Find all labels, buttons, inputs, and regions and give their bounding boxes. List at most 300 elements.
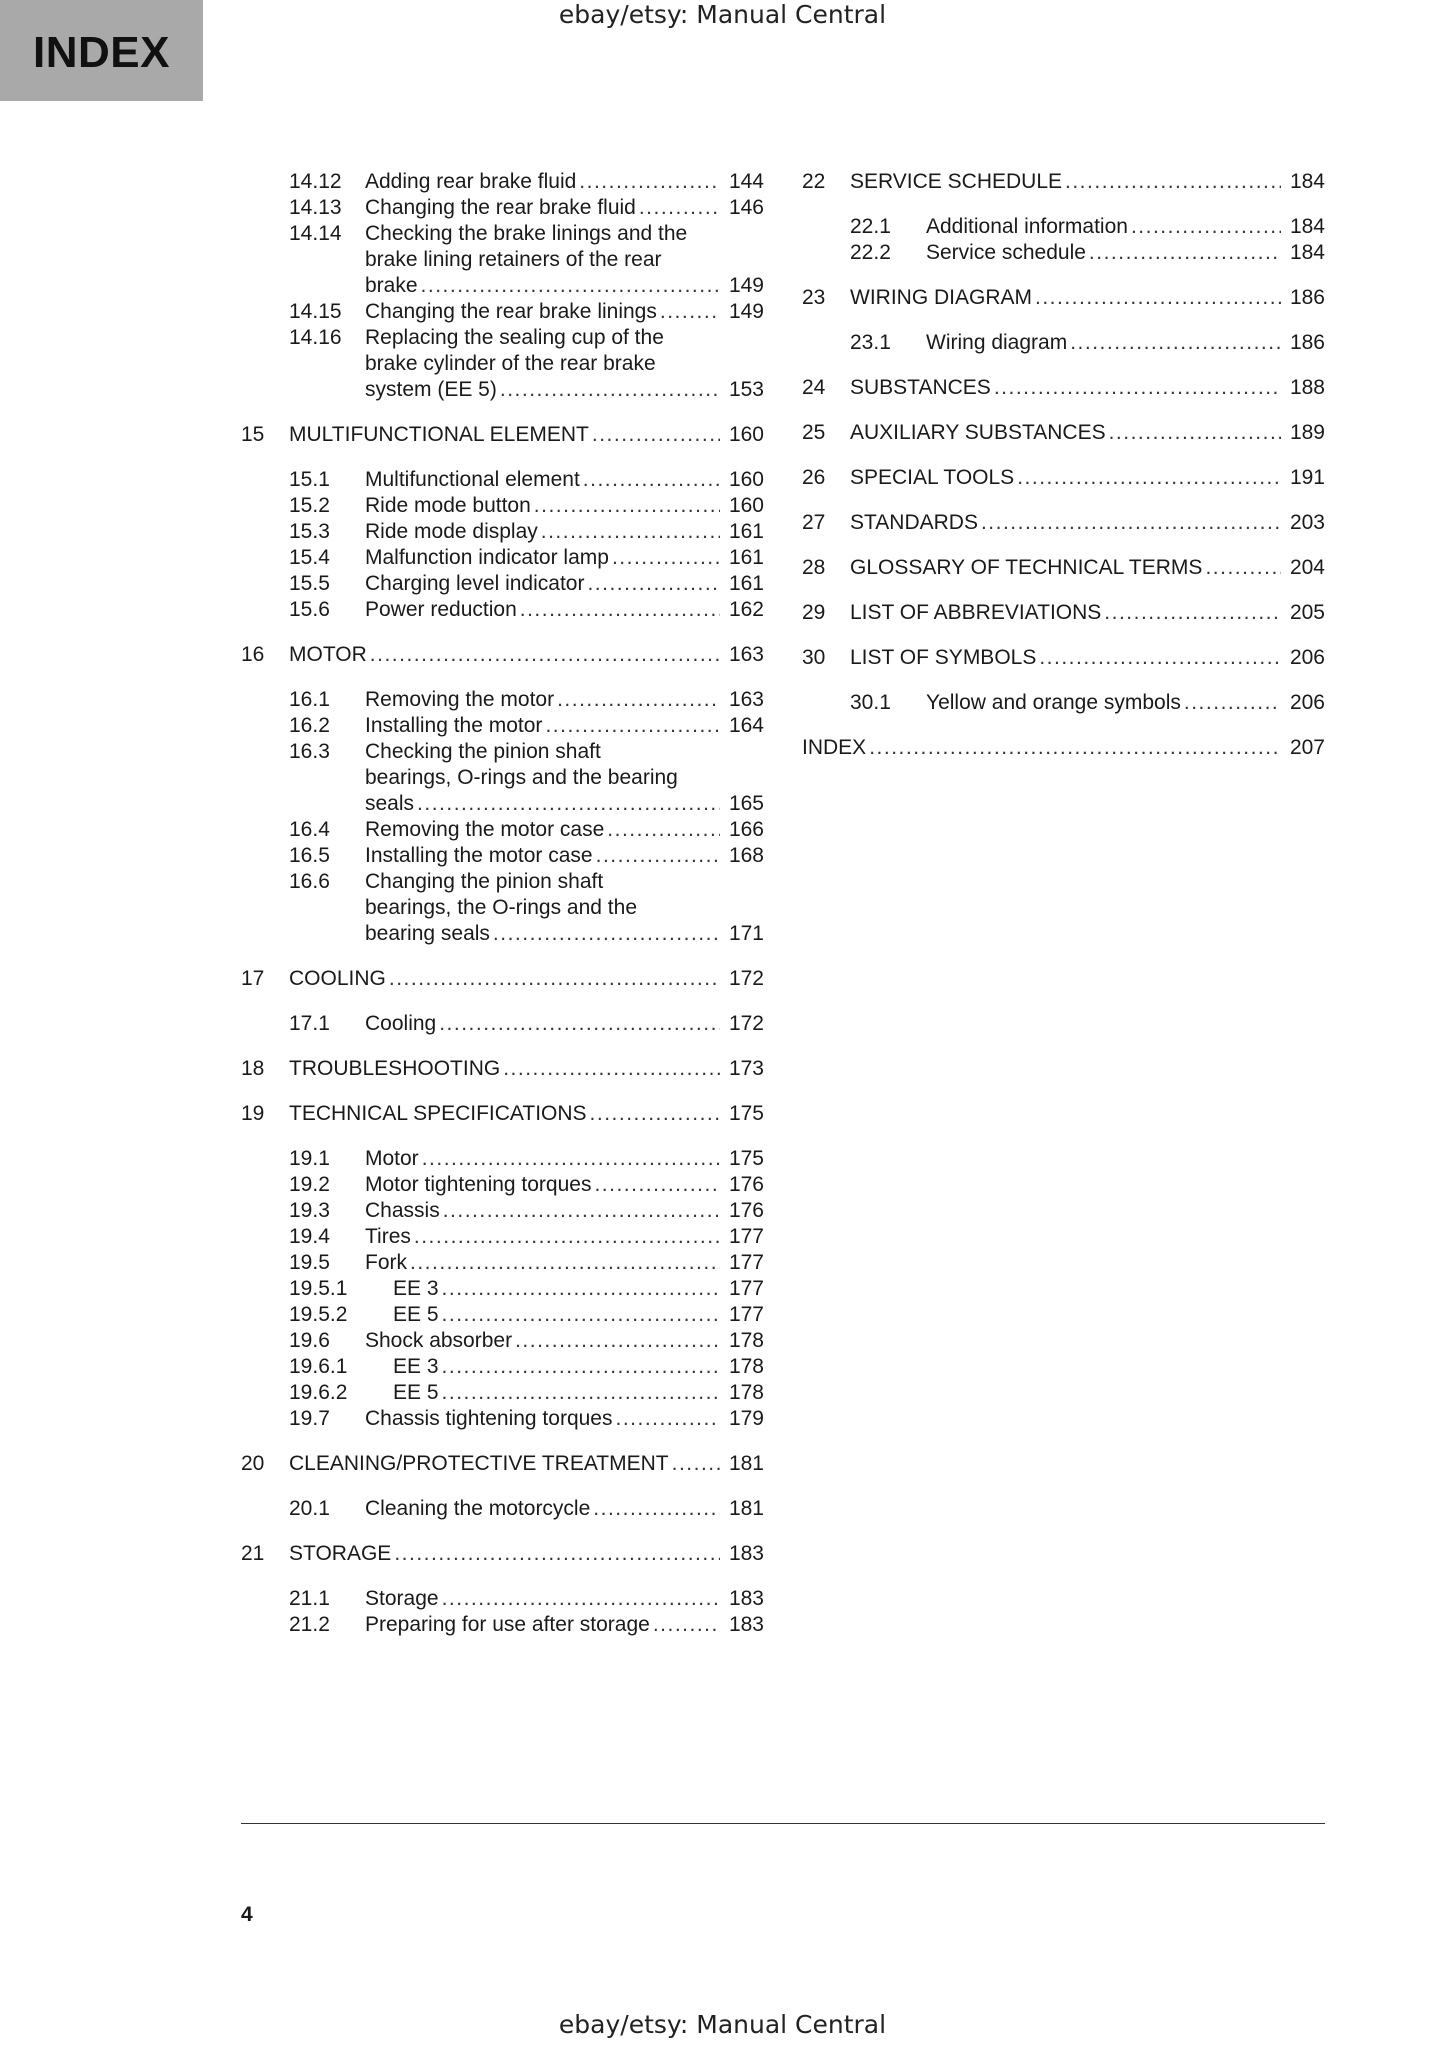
toc-entry-title-line: CLEANING/PROTECTIVE TREATMENT [289, 1452, 669, 1475]
toc-entry-page: 177 [728, 1303, 764, 1326]
toc-entry-number: 17 [241, 967, 265, 990]
toc-section-entry[interactable] [241, 1612, 764, 1638]
toc-entry-title-line: Chassis tightening torques [365, 1407, 613, 1430]
dot-leader [579, 169, 720, 195]
toc-entry-number: 14.13 [289, 196, 342, 219]
toc-section-entry[interactable] [241, 1380, 764, 1406]
toc-entry-title-line: LIST OF ABBREVIATIONS [850, 601, 1102, 624]
toc-section-entry[interactable] [241, 739, 764, 817]
toc-section-entry[interactable] [241, 221, 764, 299]
toc-entry-title-line: brake lining retainers of the rear [365, 248, 662, 271]
toc-entry-page: 172 [728, 1012, 764, 1035]
toc-entry-title [289, 422, 720, 448]
toc-section-entry[interactable] [241, 1328, 764, 1354]
toc-entry-title [850, 169, 1281, 195]
dot-leader [1070, 330, 1281, 356]
toc-entry-number: 15.1 [289, 468, 330, 491]
toc-entry-number: 19.5 [289, 1251, 330, 1274]
toc-entry-title [926, 214, 1281, 240]
toc-entry-title-line: WIRING DIAGRAM [850, 286, 1032, 309]
toc-index-entry[interactable] [802, 735, 1325, 761]
toc-entry-page: 171 [728, 922, 764, 945]
toc-entry-page: 186 [1289, 331, 1325, 354]
toc-entry-page: 191 [1289, 466, 1325, 489]
toc-section-entry[interactable] [241, 571, 764, 597]
toc-entry-title [393, 1354, 720, 1380]
dot-leader [442, 1380, 720, 1406]
toc-entry-number: 27 [802, 511, 826, 534]
toc-section-entry[interactable] [241, 1250, 764, 1276]
dot-leader [500, 377, 720, 403]
dot-leader [1065, 169, 1281, 195]
toc-entry-page: 168 [728, 844, 764, 867]
toc-entry-title-line: Installing the motor [365, 714, 543, 737]
toc-entry-number: 20 [241, 1452, 265, 1475]
toc-entry-number: 15 [241, 423, 265, 446]
toc-entry-page: 144 [728, 170, 764, 193]
toc-entry-title-line: Changing the rear brake fluid [365, 196, 636, 219]
toc-entry-number: 30 [802, 646, 826, 669]
toc-entry-title [289, 1541, 720, 1567]
toc-entry-title [289, 642, 720, 668]
toc-entry-title [289, 1056, 720, 1082]
toc-section-entry[interactable] [241, 1172, 764, 1198]
toc-chapter-entry[interactable] [802, 555, 1325, 581]
toc-entry-title-line: Charging level indicator [365, 572, 585, 595]
toc-section-entry[interactable] [241, 519, 764, 545]
toc-entry-title-line: system (EE 5) [365, 378, 497, 401]
toc-chapter-entry[interactable] [802, 465, 1325, 491]
toc-entry-page: 164 [728, 714, 764, 737]
toc-section-entry[interactable] [241, 195, 764, 221]
toc-section-entry[interactable] [241, 687, 764, 713]
toc-entry-number: 18 [241, 1057, 265, 1080]
toc-entry-title [365, 519, 720, 545]
dot-leader [596, 843, 720, 869]
dot-leader [615, 1406, 720, 1432]
toc-entry-title [850, 555, 1281, 581]
toc-entry-number: 14.12 [289, 170, 342, 193]
toc-entry-page: 204 [1289, 556, 1325, 579]
toc-entry-number: 21.1 [289, 1587, 330, 1610]
toc-chapter-entry[interactable] [802, 420, 1325, 446]
toc-entry-title [365, 1146, 720, 1172]
toc-entry-title-line: GLOSSARY OF TECHNICAL TERMS [850, 556, 1203, 579]
toc-section-entry[interactable] [241, 713, 764, 739]
toc-entry-number: 22 [802, 170, 826, 193]
toc-entry-page: 183 [728, 1542, 764, 1565]
toc-entry-number: 22.2 [850, 241, 891, 264]
toc-section-entry[interactable] [241, 467, 764, 493]
toc-entry-title-line: MOTOR [289, 643, 367, 666]
toc-section-entry[interactable] [241, 325, 764, 403]
toc-entry-number: 28 [802, 556, 826, 579]
toc-section-entry[interactable] [241, 817, 764, 843]
toc-entry-number: 15.5 [289, 572, 330, 595]
toc-entry-page: 205 [1289, 601, 1325, 624]
dot-leader [869, 735, 1281, 761]
dot-leader [590, 1101, 720, 1127]
toc-entry-title-line: Wiring diagram [926, 331, 1068, 354]
toc-entry-page: 161 [728, 520, 764, 543]
toc-entry-title-line: Removing the motor case [365, 818, 605, 841]
toc-entry-title [850, 465, 1281, 491]
toc-entry-page: 176 [728, 1199, 764, 1222]
toc-entry-title [393, 1302, 720, 1328]
toc-chapter-entry[interactable] [802, 600, 1325, 626]
toc-entry-page: 177 [728, 1251, 764, 1274]
toc-chapter-entry[interactable] [802, 510, 1325, 536]
toc-entry-title-line: EE 5 [393, 1381, 439, 1404]
toc-chapter-entry[interactable] [241, 1101, 764, 1127]
toc-chapter-entry[interactable] [802, 169, 1325, 195]
toc-chapter-entry[interactable] [241, 1056, 764, 1082]
dot-leader [1039, 645, 1281, 671]
toc-entry-page: 184 [1289, 170, 1325, 193]
toc-section-entry[interactable] [241, 597, 764, 623]
toc-entry-title-line: STANDARDS [850, 511, 978, 534]
dot-leader [394, 1541, 720, 1567]
toc-entry-title [365, 1250, 720, 1276]
toc-entry-title [365, 195, 720, 221]
dot-leader [583, 467, 720, 493]
toc-entry-page: 206 [1289, 646, 1325, 669]
toc-entry-title-line: Tires [365, 1225, 411, 1248]
dot-leader [439, 1011, 720, 1037]
dot-leader [520, 597, 720, 623]
dot-leader [587, 571, 720, 597]
toc-entry-page: 188 [1289, 376, 1325, 399]
toc-entry-number: 15.4 [289, 546, 330, 569]
toc-entry-number: 29 [802, 601, 826, 624]
dot-leader [1089, 240, 1281, 266]
toc-section-entry[interactable] [241, 299, 764, 325]
toc-entry-title [365, 1198, 720, 1224]
toc-section-entry[interactable] [241, 493, 764, 519]
toc-section-entry[interactable] [802, 690, 1325, 716]
toc-entry-page: 165 [728, 792, 764, 815]
toc-entry-number: 25 [802, 421, 826, 444]
toc-entry-page: 160 [728, 468, 764, 491]
toc-entry-title-line: Checking the brake linings and the [365, 222, 688, 245]
toc-entry-title [393, 1276, 720, 1302]
toc-entry-title [365, 571, 720, 597]
toc-entry-number: 16.4 [289, 818, 330, 841]
toc-entry-title-line: seals [365, 792, 415, 815]
toc-entry-number: 23.1 [850, 331, 891, 354]
toc-section-entry[interactable] [241, 1276, 764, 1302]
toc-section-entry[interactable] [241, 1011, 764, 1037]
toc-entry-number: 15.3 [289, 520, 330, 543]
toc-entry-number: 19.6.2 [289, 1381, 348, 1404]
toc-entry-page: 206 [1289, 691, 1325, 714]
toc-entry-title [850, 600, 1281, 626]
dot-leader [442, 1276, 720, 1302]
toc-entry-title-line: Adding rear brake fluid [365, 170, 577, 193]
dot-leader [421, 273, 720, 299]
toc-entry-title-line: Checking the pinion shaft [365, 740, 601, 763]
toc-entry-title [365, 817, 720, 843]
dot-leader [672, 1451, 720, 1477]
toc-entry-number: 19.7 [289, 1407, 330, 1430]
toc-entry-number: 19.6 [289, 1329, 330, 1352]
toc-entry-number: 23 [802, 286, 826, 309]
toc-chapter-entry[interactable] [802, 285, 1325, 311]
toc-chapter-entry[interactable] [241, 422, 764, 448]
toc-section-entry[interactable] [241, 1224, 764, 1250]
toc-entry-title-line: INDEX [802, 736, 867, 759]
toc-entry-title [365, 325, 720, 403]
toc-entry-title-line: COOLING [289, 967, 386, 990]
toc-chapter-entry[interactable] [802, 375, 1325, 401]
index-tab [0, 0, 203, 101]
toc-section-entry[interactable] [802, 240, 1325, 266]
toc-section-entry[interactable] [241, 1198, 764, 1224]
toc-entry-page: 173 [728, 1057, 764, 1080]
dot-leader [410, 1250, 720, 1276]
dot-leader [1184, 690, 1281, 716]
toc-entry-number: 19.1 [289, 1147, 330, 1170]
toc-chapter-entry[interactable] [802, 645, 1325, 671]
toc-entry-title [365, 597, 720, 623]
toc-entry-title [850, 375, 1281, 401]
toc-entry-title-line: STORAGE [289, 1542, 392, 1565]
toc-entry-number: 19.5.1 [289, 1277, 348, 1300]
toc-entry-number: 16.6 [289, 870, 330, 893]
index-tab-label: INDEX [33, 27, 170, 77]
toc-entry-page: 177 [728, 1277, 764, 1300]
toc-entry-page: 163 [728, 643, 764, 666]
toc-entry-page: 186 [1289, 286, 1325, 309]
toc-entry-page: 161 [728, 546, 764, 569]
toc-entry-page: 163 [728, 688, 764, 711]
toc-entry-page: 149 [728, 300, 764, 323]
dot-leader [607, 817, 720, 843]
toc-entry-page: 178 [728, 1329, 764, 1352]
toc-entry-page: 183 [728, 1613, 764, 1636]
toc-entry-title [365, 869, 720, 947]
toc-entry-page: 181 [728, 1497, 764, 1520]
toc-entry-title [365, 843, 720, 869]
toc-entry-page: 172 [728, 967, 764, 990]
toc-chapter-entry[interactable] [241, 966, 764, 992]
toc-entry-page: 161 [728, 572, 764, 595]
toc-entry-title-line: Cooling [365, 1012, 437, 1035]
toc-entry-page: 166 [728, 818, 764, 841]
toc-entry-title [365, 169, 720, 195]
toc-entry-title [365, 1612, 720, 1638]
toc-section-entry[interactable] [241, 545, 764, 571]
toc-section-entry[interactable] [241, 1406, 764, 1432]
toc-entry-title-line: Ride mode button [365, 494, 531, 517]
dot-leader [660, 299, 720, 325]
dot-leader [612, 545, 720, 571]
toc-section-entry[interactable] [241, 1586, 764, 1612]
toc-entry-title-line: Service schedule [926, 241, 1086, 264]
toc-entry-page: 203 [1289, 511, 1325, 534]
toc-entry-title [926, 690, 1281, 716]
dot-leader [1109, 420, 1281, 446]
dot-leader [515, 1328, 720, 1354]
toc-entry-title [365, 1011, 720, 1037]
toc-entry-number: 19.2 [289, 1173, 330, 1196]
dot-leader [653, 1612, 720, 1638]
toc-entry-number: 14.15 [289, 300, 342, 323]
toc-entry-page: 146 [728, 196, 764, 219]
toc-entry-title-line: EE 3 [393, 1355, 439, 1378]
toc-entry-title [365, 545, 720, 571]
toc-entry-title-line: Shock absorber [365, 1329, 513, 1352]
toc-entry-title-line: brake [365, 274, 418, 297]
toc-entry-number: 16 [241, 643, 265, 666]
toc-entry-number: 22.1 [850, 215, 891, 238]
toc-entry-page: 181 [728, 1452, 764, 1475]
toc-left-column [241, 169, 764, 1638]
toc-entry-page: 153 [728, 378, 764, 401]
footer-rule [241, 1823, 1325, 1824]
toc-entry-title [365, 493, 720, 519]
dot-leader [981, 510, 1281, 536]
toc-entry-title [365, 1406, 720, 1432]
page-number: 4 [241, 1903, 253, 1926]
toc-section-entry[interactable] [241, 169, 764, 195]
toc-entry-title-line: SPECIAL TOOLS [850, 466, 1015, 489]
toc-entry-page: 183 [728, 1587, 764, 1610]
toc-entry-number: 19.5.2 [289, 1303, 348, 1326]
dot-leader [493, 921, 720, 947]
toc-entry-title [365, 713, 720, 739]
toc-entry-number: 19.4 [289, 1225, 330, 1248]
toc-entry-number: 21 [241, 1542, 265, 1565]
dot-leader [593, 1496, 720, 1522]
toc-entry-number: 16.5 [289, 844, 330, 867]
toc-chapter-entry[interactable] [241, 1451, 764, 1477]
toc-entry-page: 177 [728, 1225, 764, 1248]
toc-entry-number: 30.1 [850, 691, 891, 714]
toc-entry-title-line: Multifunctional element [365, 468, 580, 491]
dot-leader [503, 1056, 720, 1082]
toc-section-entry[interactable] [241, 1496, 764, 1522]
toc-entry-title [802, 735, 1281, 761]
toc-entry-title-line: SUBSTANCES [850, 376, 991, 399]
dot-leader [594, 1172, 720, 1198]
toc-entry-title [365, 739, 720, 817]
toc-entry-title [850, 645, 1281, 671]
toc-entry-title [365, 221, 720, 299]
toc-section-entry[interactable] [241, 1302, 764, 1328]
toc-entry-title [365, 1224, 720, 1250]
toc-entry-page: 178 [728, 1381, 764, 1404]
dot-leader [1035, 285, 1281, 311]
toc-entry-title [365, 687, 720, 713]
toc-entry-title [365, 467, 720, 493]
toc-section-entry[interactable] [802, 214, 1325, 240]
toc-entry-page: 184 [1289, 215, 1325, 238]
toc-entry-number: 16.1 [289, 688, 330, 711]
toc-entry-number: 19.3 [289, 1199, 330, 1222]
dot-leader [442, 1302, 720, 1328]
toc-entry-title-line: bearings, O-rings and the bearing [365, 766, 678, 789]
toc-entry-number: 19 [241, 1102, 265, 1125]
dot-leader [994, 375, 1281, 401]
dot-leader [557, 687, 720, 713]
dot-leader [370, 642, 720, 668]
toc-entry-title [850, 285, 1281, 311]
dot-leader [541, 519, 720, 545]
toc-entry-title-line: Additional information [926, 215, 1128, 238]
toc-entry-title [850, 420, 1281, 446]
toc-entry-title-line: Cleaning the motorcycle [365, 1497, 591, 1520]
toc-entry-title [289, 966, 720, 992]
toc-section-entry[interactable] [241, 1146, 764, 1172]
toc-entry-title-line: EE 5 [393, 1303, 439, 1326]
toc-entry-title-line: Preparing for use after storage [365, 1613, 650, 1636]
toc-section-entry[interactable] [241, 843, 764, 869]
toc-entry-number: 19.6.1 [289, 1355, 348, 1378]
dot-leader [422, 1146, 720, 1172]
toc-right-column [802, 169, 1325, 780]
toc-section-entry[interactable] [241, 1354, 764, 1380]
toc-entry-number: 20.1 [289, 1497, 330, 1520]
toc-entry-title [365, 1328, 720, 1354]
watermark-top: ebay/etsy: Manual Central [558, 0, 887, 29]
toc-entry-title-line: bearings, the O-rings and the [365, 896, 637, 919]
toc-section-entry[interactable] [241, 869, 764, 947]
toc-entry-number: 16.3 [289, 740, 330, 763]
toc-entry-number: 15.6 [289, 598, 330, 621]
toc-entry-number: 21.2 [289, 1613, 330, 1636]
toc-entry-title [926, 330, 1281, 356]
toc-entry-page: 160 [728, 494, 764, 517]
toc-entry-page: 160 [728, 423, 764, 446]
dot-leader [417, 791, 720, 817]
toc-entry-page: 178 [728, 1355, 764, 1378]
toc-entry-number: 17.1 [289, 1012, 330, 1035]
toc-entry-title-line: Malfunction indicator lamp [365, 546, 609, 569]
toc-chapter-entry[interactable] [241, 642, 764, 668]
dot-leader [442, 1354, 720, 1380]
toc-section-entry[interactable] [802, 330, 1325, 356]
toc-entry-title-line: SERVICE SCHEDULE [850, 170, 1063, 193]
dot-leader [1017, 465, 1281, 491]
toc-entry-title [289, 1451, 720, 1477]
toc-entry-title [393, 1380, 720, 1406]
toc-entry-title [365, 1586, 720, 1612]
toc-entry-number: 24 [802, 376, 826, 399]
dot-leader [545, 713, 720, 739]
toc-entry-page: 179 [728, 1407, 764, 1430]
dot-leader [442, 1586, 720, 1612]
toc-entry-title [289, 1101, 720, 1127]
toc-entry-title-line: Installing the motor case [365, 844, 593, 867]
dot-leader [1131, 214, 1281, 240]
dot-leader [534, 493, 720, 519]
toc-entry-title-line: Removing the motor [365, 688, 555, 711]
toc-entry-title [926, 240, 1281, 266]
toc-entry-title [365, 299, 720, 325]
toc-entry-number: 14.16 [289, 326, 342, 349]
toc-entry-title-line: LIST OF SYMBOLS [850, 646, 1037, 669]
toc-chapter-entry[interactable] [241, 1541, 764, 1567]
toc-entry-title-line: Motor tightening torques [365, 1173, 592, 1196]
toc-entry-page: 162 [728, 598, 764, 621]
toc-entry-title [365, 1496, 720, 1522]
toc-entry-number: 15.2 [289, 494, 330, 517]
dot-leader [389, 966, 720, 992]
toc-entry-page: 175 [728, 1102, 764, 1125]
toc-entry-number: 16.2 [289, 714, 330, 737]
toc-entry-page: 175 [728, 1147, 764, 1170]
